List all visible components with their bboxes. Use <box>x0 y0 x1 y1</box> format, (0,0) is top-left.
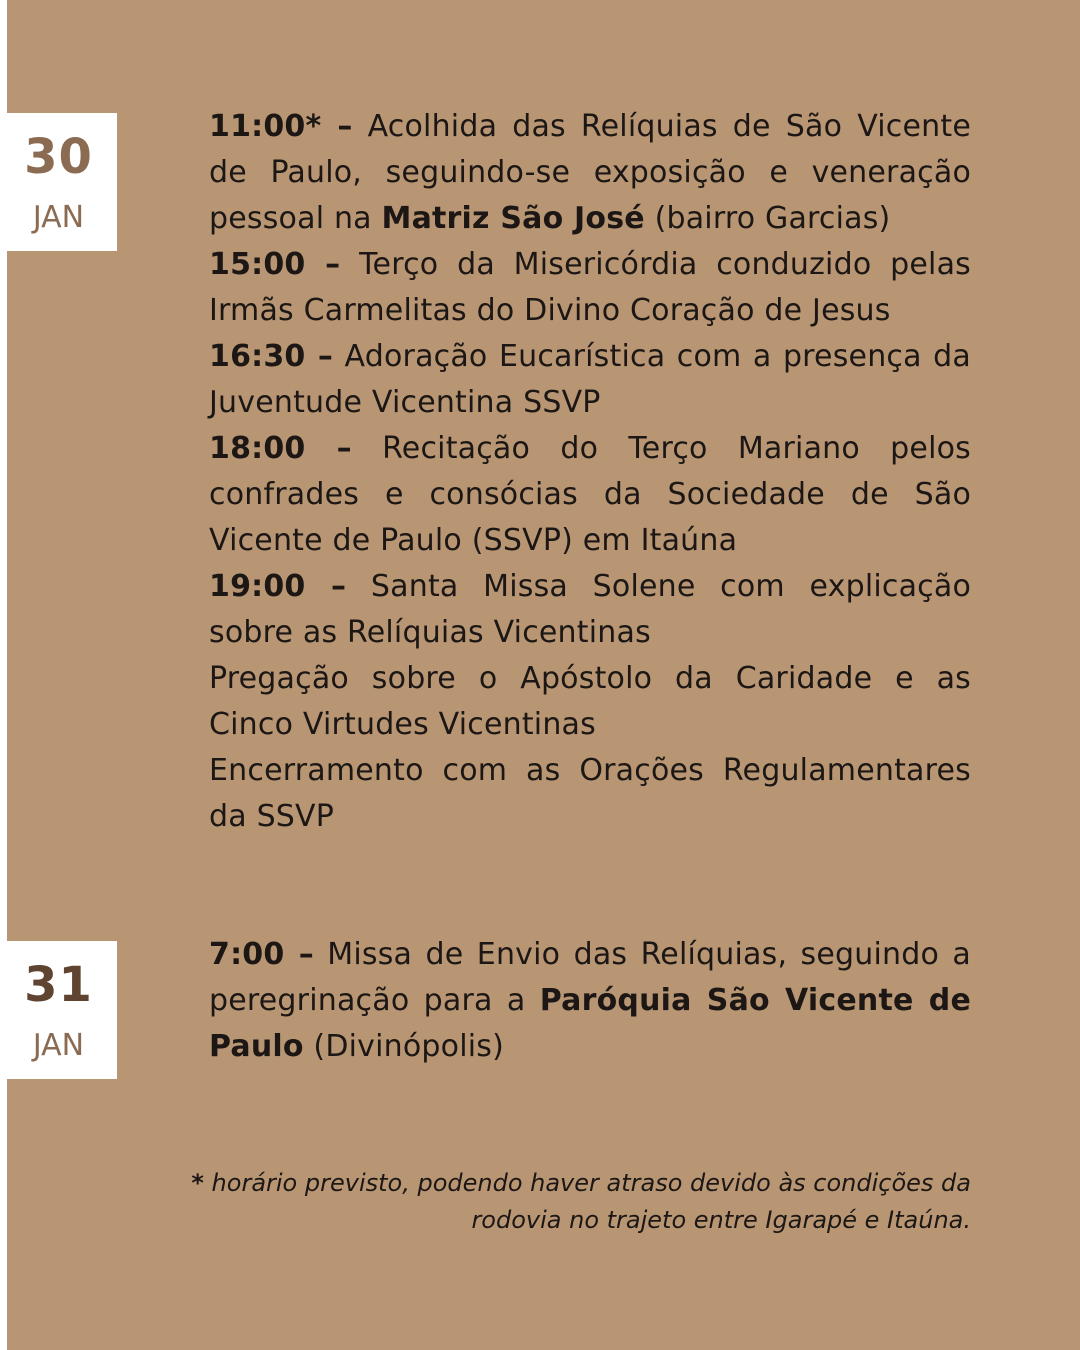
date-badge-30-jan <box>0 113 117 251</box>
entry-time: 18:00 – <box>209 431 352 466</box>
entry-text: Missa de Envio das Relíquias, seguindo a peregrinação para a <box>209 937 971 1018</box>
entry-time: 7:00 – <box>209 937 314 972</box>
footnote-text: horário previsto, podendo haver atraso devido às condições da rodovia no trajeto entre Igarapé e Itaúna. <box>203 1169 971 1234</box>
date-day: 31 <box>24 957 93 1013</box>
footnote-marker: * <box>191 1169 204 1197</box>
schedule-30-jan <box>209 104 971 840</box>
entry-text: Terço da Misericórdia conduzido pelas Irmãs Carmelitas do Divino Coração de Jesus <box>209 247 971 328</box>
schedule-entry <box>209 564 971 656</box>
entry-text: Santa Missa Solene com explicação sobre as Relíquias Vicentinas <box>209 569 972 650</box>
schedule-31-jan <box>209 932 971 1070</box>
entry-text: (bairro Garcias) <box>644 201 891 236</box>
date-month: JAN <box>32 200 85 235</box>
schedule-entry <box>209 104 971 242</box>
date-month: JAN <box>32 1028 85 1063</box>
entry-text: Recitação do Terço Mariano pelos confrades e consócias da Sociedade de São Vicente de Paulo (SSVP) em Itaúna <box>209 431 971 558</box>
entry-location: Matriz São José <box>381 201 645 236</box>
schedule-entry <box>209 932 971 1070</box>
entry-text: Adoração Eucarística com a presença da Juventude Vicentina SSVP <box>209 339 971 420</box>
entry-location: Paróquia São Vicente de Paulo <box>209 983 971 1064</box>
schedule-entry <box>209 334 971 426</box>
schedule-entry <box>209 426 971 564</box>
schedule-entry: Pregação sobre o Apóstolo da Caridade e as Cinco Virtudes Vicentinas <box>209 661 971 742</box>
entry-time: 11:00* – <box>209 109 353 144</box>
schedule-entry: Encerramento com as Orações Regulamentares da SSVP <box>209 753 971 834</box>
entry-text: Acolhida das Relíquias de São Vicente de Paulo, seguindo-se exposição e veneração pessoal na <box>209 109 971 236</box>
entry-time: 16:30 – <box>209 339 334 374</box>
date-day: 30 <box>24 129 93 185</box>
date-badge-31-jan <box>0 941 117 1079</box>
schedule-entry <box>209 242 971 334</box>
entry-text: (Divinópolis) <box>303 1029 505 1064</box>
entry-time: 19:00 – <box>209 569 347 604</box>
footnote <box>180 1165 971 1239</box>
entry-time: 15:00 – <box>209 247 341 282</box>
